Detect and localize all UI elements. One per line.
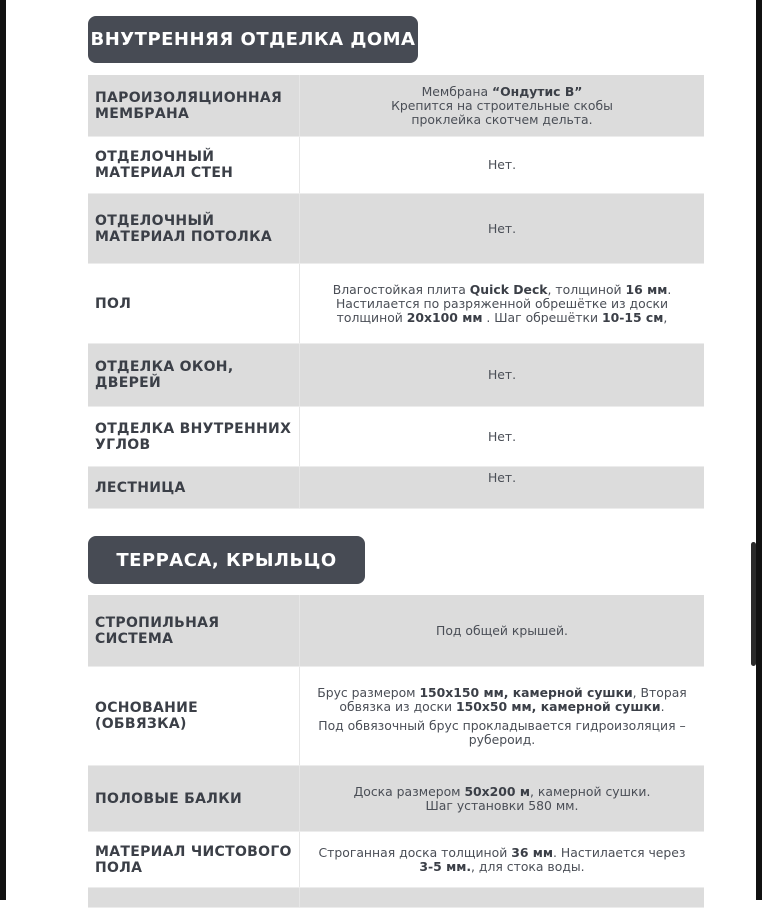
row-label: ОТДЕЛОЧНЫЙ МАТЕРИАЛ СТЕН: [88, 137, 300, 193]
section-header-interior: ВНУТРЕННЯЯ ОТДЕЛКА ДОМА: [88, 16, 418, 63]
row-value: Нет.: [487, 367, 517, 382]
row-value: Влагостойкая плита Quick Deck, толщиной 16 мм. Настилается по разряженной обрешётке из доски толщиной 20х100 мм . Шаг обрешётки 10-15 см,: [332, 281, 672, 325]
row-value: Строганная доска толщиной 36 мм. Настилается через 3-5 мм., для стока воды.: [318, 844, 686, 874]
table-row: [88, 264, 704, 344]
spec-table-terrace: [88, 595, 704, 908]
row-label: ЛЕСТНИЦА: [88, 467, 300, 508]
scrollbar-thumb[interactable]: [751, 542, 756, 666]
table-row: [88, 667, 704, 766]
row-label: ПОЛОВЫЕ БАЛКИ: [88, 766, 300, 831]
table-row: [88, 595, 704, 667]
table-row: [88, 137, 704, 194]
row-label: ОСНОВАНИЕ (ОБВЯЗКА): [88, 667, 300, 765]
table-row-partial: [88, 888, 704, 908]
table-row: [88, 832, 704, 888]
row-value: Под общей крышей.: [436, 622, 568, 638]
row-value: Доска размером 50х200 м, камерной сушки. Шаг установки 580 мм.: [353, 783, 651, 813]
row-label: МАТЕРИАЛ ЧИСТОВОГО ПОЛА: [88, 832, 300, 887]
row-label: ПАРОИЗОЛЯЦИОННАЯ МЕМБРАНА: [88, 75, 300, 136]
row-label: СТРОПИЛЬНАЯ СИСТЕМА: [88, 595, 300, 666]
row-value: [300, 888, 704, 907]
row-label: ПОЛ: [88, 264, 300, 343]
row-value: Нет.: [487, 428, 517, 444]
table-row: [88, 75, 704, 137]
table-row: [88, 766, 704, 832]
window-frame-left: [0, 0, 6, 900]
table-row: [88, 344, 704, 407]
table-row: [88, 467, 704, 509]
row-value: Нет.: [487, 220, 517, 236]
section-header-terrace: ТЕРРАСА, КРЫЛЬЦО: [88, 536, 365, 584]
row-label: ОТДЕЛКА ОКОН, ДВЕРЕЙ: [88, 344, 300, 406]
row-value: Мембрана “Ондутис В” Крепится на строительные скобы проклейка скотчем дельта.: [391, 83, 613, 127]
row-value: Нет.: [487, 470, 517, 485]
row-value: Нет.: [487, 157, 517, 172]
window-frame-right: [756, 0, 762, 900]
spec-table-interior: [88, 75, 704, 509]
table-row: [88, 407, 704, 467]
row-value: Брус размером 150х150 мм, камерной сушки, Вторая обвязка из доски 150х50 мм, камерной сушки. Под обвязочный брус прокладывается гидроизоляция – рубероид.: [317, 684, 687, 747]
table-row: [88, 194, 704, 264]
row-label: [88, 888, 300, 907]
row-label: ОТДЕЛКА ВНУТРЕННИХ УГЛОВ: [88, 407, 300, 466]
row-label: ОТДЕЛОЧНЫЙ МАТЕРИАЛ ПОТОЛКА: [88, 194, 300, 263]
